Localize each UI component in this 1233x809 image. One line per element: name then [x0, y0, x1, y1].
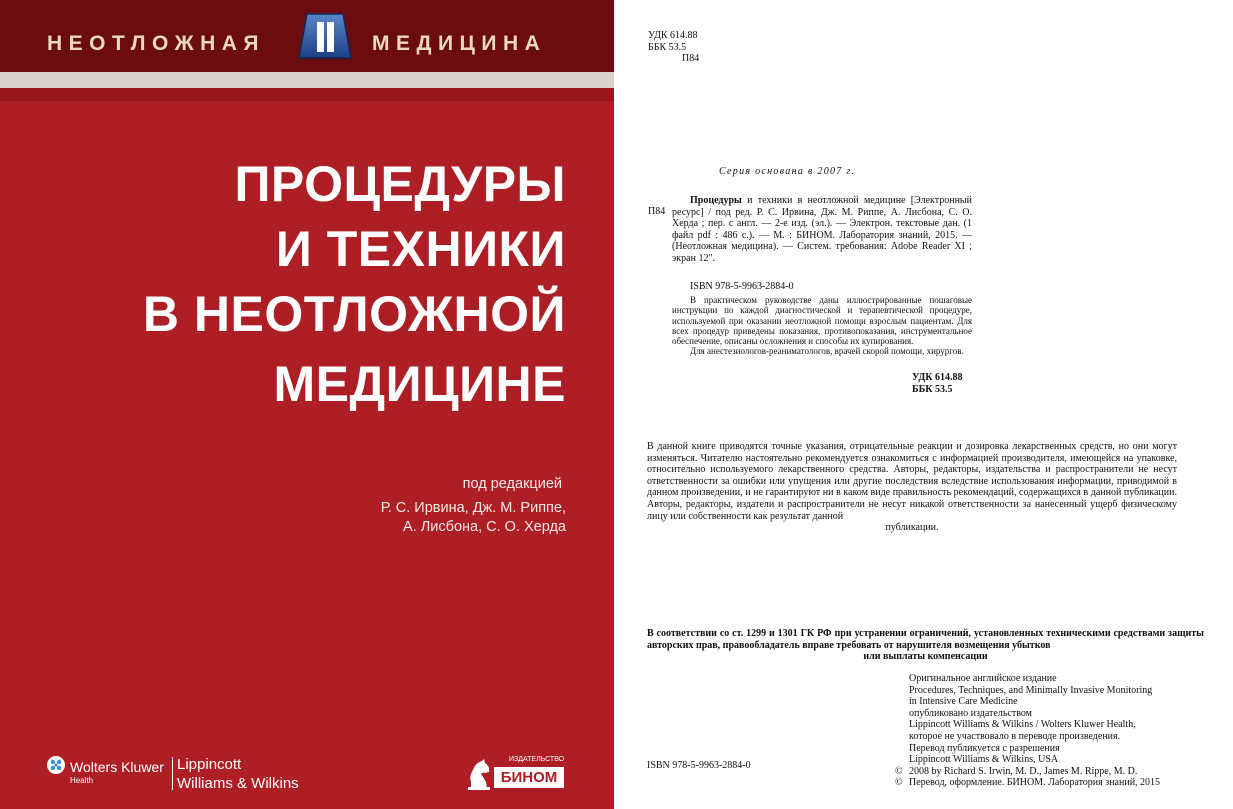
- original-edition-info: [895, 673, 1161, 789]
- publisher-wolters-kluwer: Wolters Kluwer: [70, 759, 164, 775]
- copyright-line: [895, 777, 1160, 789]
- series-name-left: НЕОТЛОЖНАЯ: [47, 32, 266, 55]
- series-name-right: МЕДИЦИНА: [372, 32, 547, 55]
- original-edition-line: Lippincott Williams & Wilkins, USA: [909, 754, 1059, 766]
- original-edition-line: которое не участвовало в переводе произведения.: [909, 730, 1121, 742]
- binom-label-small: ИЗДАТЕЛЬСТВО: [509, 756, 565, 763]
- catalog-entry: [672, 195, 972, 264]
- author-sign-side: П84: [648, 206, 666, 217]
- original-edition-line: опубликовано издательством: [909, 707, 1032, 719]
- copyright-symbol-icon: ©: [895, 765, 903, 777]
- cover-title-line: В НЕОТЛОЖНОЙ: [142, 286, 566, 342]
- isbn-bottom: ISBN 978-5-9963-2884-0: [647, 760, 751, 771]
- original-edition-line: Перевод публикуется с разрешения: [909, 742, 1060, 754]
- original-edition-line: Lippincott Williams & Wilkins / Wolters Kluwer Health,: [909, 719, 1136, 731]
- isbn: ISBN 978-5-9963-2884-0: [690, 281, 794, 292]
- disclaimer-text: В данной книге приводятся точные указания, отрицательные реакции и дозировка лекарственных средств, но они могут изменяться. Читателю настоятельно рекомендуется ознакомиться с информацией производителя, имеющейся на упаковке, относительно используемого лекарственного средства. Авторы, редакторы, издательства и распространители не несут ответственности за ошибки или упущения или другие последствия вследствие использования информации, приводимой в данном произведении, и не гарантируют ни в каком виде правильность рекомендаций, содержащихся в данной публикации. Авторы, редакторы, издатели и распространители не несут никакой ответственности за нанесенный ущерб физическому лицу или собственности как результат данной: [647, 441, 1177, 522]
- copyright-holder: 2008 by Richard S. Irwin, M. D., James M. Rippe, M. D.: [909, 765, 1138, 777]
- copyright-holder: Перевод, оформление. БИНОМ. Лаборатория знаний, 2015: [909, 777, 1161, 789]
- binom-name-box: БИНОМ: [494, 767, 564, 788]
- wolters-kluwer-logo-icon: [46, 755, 66, 775]
- copyright-symbol-icon: ©: [895, 777, 903, 789]
- cover-title-line: ПРОЦЕДУРЫ: [234, 156, 566, 212]
- legal-notice: [647, 628, 1204, 663]
- original-edition-line: in Intensive Care Medicine: [909, 696, 1018, 708]
- cover-stripe: [0, 88, 614, 101]
- legal-notice-text: В соответствии со ст. 1299 и 1301 ГК РФ при устранении ограничений, установленных техническими средствами защиты авторских прав, правообладатель вправе требовать от нарушителя возмещения убытков: [647, 628, 1204, 651]
- cover-light-band: [0, 72, 614, 88]
- legal-notice-last-line: или выплаты компенсации: [863, 651, 988, 663]
- cover-title-line: МЕДИЦИНЕ: [273, 356, 566, 412]
- editors-line: А. Лисбона, С. О. Херда: [403, 519, 566, 535]
- editors-line: Р. С. Ирвина, Дж. М. Риппе,: [380, 500, 566, 516]
- bbk-code-right: ББК 53.5: [912, 384, 953, 395]
- original-edition-line: Оригинальное английское издание: [909, 673, 1057, 684]
- book-cover: [0, 0, 614, 809]
- catalog-description: и техники в неотложной медицине [Электронный ресурс] / под ред. Р. С. Ирвина, Дж. М. Риппе, А. Лисбона, С. О. Херда ; пер. с англ. — 2-е изд. (эл.). — Электрон. текстовые дан. (1 файл pdf : 486 с.). — М. : БИНОМ. Лаборатория знаний, 2015. — (Неотложная медицина). — Систем. требования: Adobe Reader XI ; экран 12".: [672, 195, 972, 264]
- annotation-paragraph: В практическом руководстве даны иллюстрированные пошаговые инструкции по каждой диагностической и терапевтической процедуре, используемой при оказании неотложной помощи взрослым пациентам. Для всех процедур приведены показания, противопоказания, инструментальное обеспечение, описаны осложнения и способы их купирования.: [672, 295, 972, 347]
- binom-knight-logo-icon: [466, 758, 492, 790]
- annotation: [672, 295, 972, 357]
- udk-code: УДК 614.88: [648, 30, 698, 41]
- editor-label: под редакцией: [462, 476, 562, 492]
- publisher-wolters-kluwer-sub: Health: [70, 776, 94, 785]
- copyright-line: [895, 766, 1160, 778]
- bbk-code: ББК 53.5: [648, 42, 687, 53]
- original-edition-line: Procedures, Techniques, and Minimally Invasive Monitoring: [909, 684, 1153, 696]
- disclaimer: [647, 441, 1177, 534]
- catalog-title-bold: Процедуры: [690, 195, 742, 206]
- series-logo-icon: [295, 8, 355, 60]
- publisher-lippincott: Lippincott: [177, 756, 242, 773]
- publisher-lippincott: Williams & Wilkins: [177, 775, 299, 792]
- cover-title-line: И ТЕХНИКИ: [275, 221, 566, 277]
- udk-code-right: УДК 614.88: [912, 372, 963, 383]
- series-founded-note: Серия основана в 2007 г.: [719, 166, 856, 177]
- author-sign: П84: [682, 53, 700, 64]
- disclaimer-last-line: публикации.: [885, 522, 939, 534]
- publisher-divider: [172, 757, 173, 790]
- annotation-paragraph: Для анестезиологов-реаниматологов, врачей скорой помощи, хирургов.: [690, 346, 964, 357]
